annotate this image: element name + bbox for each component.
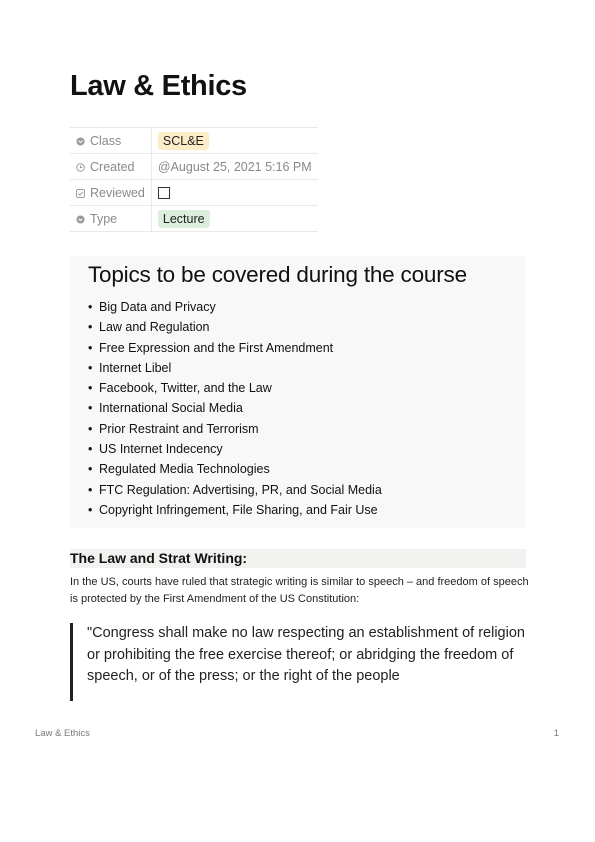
property-key-cell [70, 128, 151, 154]
list-item: • Free Expression and the First Amendment [88, 338, 382, 358]
type-tag[interactable]: Lecture [158, 210, 210, 228]
property-label-type: Type [90, 211, 118, 226]
bullet-icon: • [88, 320, 93, 335]
footer-title: Law & Ethics [35, 728, 90, 739]
bullet-icon: • [88, 401, 93, 416]
list-item: • Prior Restraint and Terrorism [88, 419, 382, 439]
topics-title: Topics to be covered during the course [88, 262, 467, 287]
bullet-icon: • [88, 462, 93, 477]
bullet-icon: • [88, 300, 93, 314]
list-item: • Copyright Infringement, File Sharing, and Fair Use [88, 500, 382, 520]
property-label-class: Class [90, 133, 122, 148]
property-key-cell [70, 180, 151, 206]
bullet-icon: • [88, 381, 93, 396]
bullet-icon: • [88, 421, 93, 436]
list-item: • Regulated Media Technologies [88, 459, 382, 479]
topics-slide-image [70, 256, 526, 528]
property-row-class [70, 128, 318, 154]
properties-table [70, 127, 318, 232]
page-number: 1 [553, 728, 559, 739]
list-item: • Law and Regulation [88, 317, 382, 337]
section-paragraph: In the US, courts have ruled that strategic writing is similar to speech – and freedom of speech is protected by the First Amendment of the US Constitution: [70, 576, 529, 605]
property-value-cell[interactable] [151, 128, 317, 154]
topics-list [88, 297, 382, 520]
select-icon [76, 215, 85, 224]
property-row-created [70, 154, 318, 180]
bullet-icon: • [88, 442, 93, 457]
list-item: • Internet Libel [88, 358, 382, 378]
bullet-icon: • [88, 482, 93, 497]
page-title: Law & Ethics [70, 70, 247, 102]
created-date: @August 25, 2021 5:16 PM [157, 159, 312, 174]
property-key-cell [70, 154, 151, 180]
property-label-reviewed: Reviewed [90, 185, 145, 200]
bullet-icon: • [88, 360, 93, 375]
list-item: • Big Data and Privacy [88, 297, 382, 317]
property-value-cell [151, 180, 317, 206]
checkbox-icon [76, 189, 85, 198]
list-item: • Facebook, Twitter, and the Law [88, 378, 382, 398]
section-heading: The Law and Strat Writing: [70, 549, 526, 568]
select-icon [76, 137, 85, 146]
property-value-cell [151, 154, 317, 180]
list-item: • FTC Regulation: Advertising, PR, and Social Media [88, 480, 382, 500]
property-key-cell [70, 206, 151, 232]
property-value-cell[interactable] [151, 206, 317, 232]
reviewed-checkbox[interactable] [158, 187, 170, 199]
property-label-created: Created [90, 159, 135, 174]
first-amendment-quote: "Congress shall make no law respecting an establishment of religion or prohibiting the free exercise thereof; or abridging the freedom of speech, or of the press; or the right of the people [70, 623, 537, 701]
class-tag[interactable]: SCL&E [158, 132, 209, 150]
bullet-icon: • [88, 340, 93, 355]
bullet-icon: • [88, 502, 93, 517]
clock-icon [76, 163, 85, 172]
property-row-type [70, 206, 318, 232]
list-item: • US Internet Indecency [88, 439, 382, 459]
property-row-reviewed [70, 180, 318, 206]
list-item: • International Social Media [88, 398, 382, 418]
